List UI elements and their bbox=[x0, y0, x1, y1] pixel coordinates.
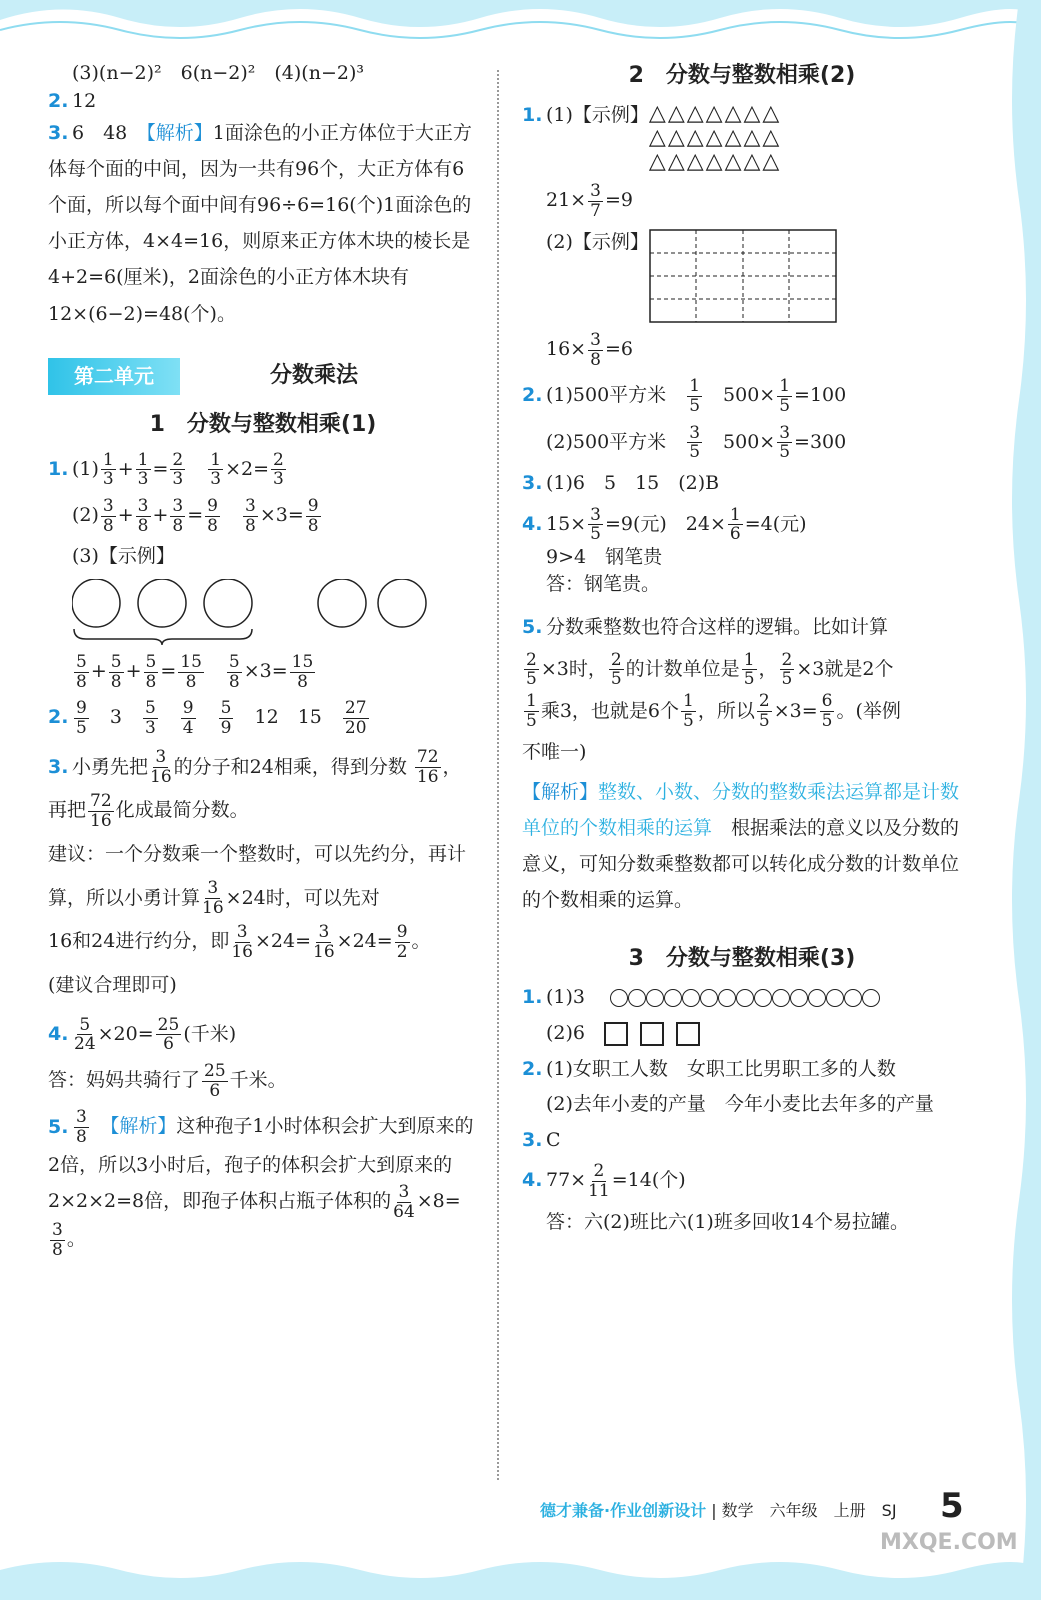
question-5: 5. $\frac{3}{8}$ 【解析】这种孢子1小时体积会扩大到原来的2倍，所以3小时后，孢子的体积会扩大到原来的2×2×2=8倍，即孢子体积占瓶子体积的 $\frac{3}{64}$ ×8= $\frac{3}{8}$ 。 bbox=[48, 1107, 474, 1260]
q4-answer: 答：钢笔贵。 bbox=[546, 573, 661, 596]
circles-figure bbox=[72, 579, 432, 645]
question-number: 3. bbox=[522, 1128, 543, 1151]
question-1: 1. (1)【示例】 △△△△△△△ △△△△△△△ △△△△△△△ bbox=[522, 100, 782, 175]
question-number: 4. bbox=[522, 512, 543, 535]
sec3-q4-answer: 答：六(2)班比六(1)班多回收14个易拉罐。 bbox=[546, 1210, 910, 1233]
question-1-2: (2)【示例】 bbox=[522, 229, 962, 323]
answer-text: 12 bbox=[72, 89, 97, 112]
column-divider bbox=[497, 70, 499, 1480]
question-number: 4. bbox=[522, 1169, 543, 1192]
question-number: 2. bbox=[48, 706, 69, 729]
question-number: 3. bbox=[48, 122, 69, 145]
unit-header bbox=[48, 358, 478, 395]
footer-brand: 德才兼备·作业创新设计 bbox=[540, 1501, 707, 1520]
question-number: 3. bbox=[522, 471, 543, 494]
question-3: 3. (1)6 5 15 (2)B bbox=[522, 470, 962, 498]
sec3-q3: 3. C bbox=[522, 1127, 962, 1155]
sec3-q4: 4. 77× $\frac{2}{11}$ =14(个) bbox=[522, 1161, 686, 1201]
question-4: 4. $\frac{5}{24}$ ×20= $\frac{25}{6}$ (千米) bbox=[48, 1014, 237, 1055]
section-title: 2 分数与整数相乘(2) bbox=[628, 63, 856, 88]
right-wave-border bbox=[1001, 0, 1041, 1600]
question-number: 1. bbox=[48, 457, 69, 480]
question-number: 5. bbox=[48, 1115, 69, 1138]
watermark: MXQE.COM bbox=[880, 1530, 1018, 1555]
question-1: 1. (1) $\frac{1}{3}$ + $\frac{1}{3}$ = $\frac{2}{3}$ $\frac{1}{3}$ ×2= $\frac{2}{3}$ bbox=[48, 449, 284, 490]
answer-head: 6 48 bbox=[72, 122, 128, 145]
section-title: 1 分数与整数相乘(1) bbox=[149, 411, 377, 437]
question-3: 3. 小勇先把 $\frac{3}{16}$ 的分子和24相乘，得到分数 $\frac{72}{16}$ ，再把 $\frac{72}{16}$ 化成最简分数。 建议：一个分数乘一个整数时，可以先约分，再计算，所以小勇计算 $\frac{3}{16}$ ×24时，可以先对 16和24进行约分，即 $\frac{3}{16}$ ×24= $\frac{3}{16}$ ×24= $\frac{9}{2}$ 。 (建议合理即可) bbox=[48, 747, 467, 997]
question-1-3-label: (3)【示例】 bbox=[72, 545, 175, 568]
question-1-2: (2) $\frac{3}{8}$ + $\frac{3}{8}$ + $\frac{3}{8}$ = $\frac{9}{8}$ $\frac{3}{8}$ ×3= $\frac{9}{8}$ bbox=[72, 495, 319, 536]
q4-line2: 9>4 钢笔贵 bbox=[546, 545, 663, 568]
question-5: 5. 分数乘整数也符合这样的逻辑。比如计算 $\frac{2}{5}$ ×3时， $\frac{2}{5}$ 的计数单位是 $\frac{1}{5}$ ， $\frac{2}{5}$ ×3就是2个 $\frac{1}{5}$ 乘3，也就是6个 $\frac{1}{5}$ ，所以 $\frac{2}{5}$ ×3= $\frac{6}{5}$ 。(举例 不唯一) bbox=[522, 607, 962, 774]
grid-figure bbox=[649, 229, 839, 323]
sec3-q2: 2. (1)女职工人数 女职工比男职工多的人数 bbox=[522, 1056, 962, 1084]
top-wave-border bbox=[0, 0, 1041, 48]
eq-1: 21× $\frac{3}{7}$ =9 bbox=[546, 181, 633, 222]
question-1-3: $\frac{5}{8}$ + $\frac{5}{8}$ + $\frac{5}{8}$ = $\frac{15}{8}$ $\frac{5}{8}$ ×3= $\frac{15}{8}$ bbox=[76, 651, 314, 692]
question-4: 4. 15× $\frac{3}{5}$ =9(元) 24× $\frac{1}{6}$ =4(元) bbox=[522, 504, 807, 545]
page-number: 5 bbox=[940, 1486, 964, 1526]
question-2: 2. $\frac{9}{5}$ 3 $\frac{5}{3}$ $\frac{9}{4}$ $\frac{5}{9}$ 12 15 $\frac{27}{20}$ bbox=[48, 698, 367, 738]
right-column bbox=[522, 60, 962, 1236]
page-footer bbox=[540, 1498, 897, 1521]
question-2-2: (2)500平方米 $\frac{3}{5}$ 500× $\frac{3}{5}$ =300 bbox=[546, 422, 847, 463]
sec3-q1-2: (2)6 bbox=[522, 1020, 962, 1048]
question-number: 2. bbox=[522, 1057, 543, 1080]
question-number: 2. bbox=[522, 384, 543, 407]
analysis-text: 1面涂色的小正方体位于大正方体每个面的中间，因为一共有96个，大正方体有6个面，所以每个面中间有96÷6=16(个)1面涂色的小正方体，4×4=16，则原来正方体木块的棱长是4+2=6(厘米)，2面涂色的小正方体木块有12×(6−2)=48(个)。 bbox=[48, 122, 472, 325]
circle-diagram bbox=[72, 579, 478, 645]
left-column bbox=[48, 60, 478, 1260]
unit-title: 分数乘法 bbox=[270, 363, 359, 389]
question-number: 1. bbox=[522, 986, 543, 1009]
analysis-tag: 【解析】 bbox=[146, 122, 213, 145]
sec3-q2-2: (2)去年小麦的产量 今年小麦比去年多的产量 bbox=[546, 1093, 934, 1116]
unit-badge: 第二单元 bbox=[48, 358, 180, 395]
question-number: 3. bbox=[48, 755, 69, 778]
question-number: 4. bbox=[48, 1022, 69, 1045]
footer-subject: | 数学 六年级 上册 SJ bbox=[711, 1501, 897, 1520]
question-2: 2. (1)500平方米 $\frac{1}{5}$ 500× $\frac{1}{5}$ =100 bbox=[522, 376, 847, 416]
answer-line: (3)(n−2)² 6(n−2)² (4)(n−2)³ bbox=[72, 62, 364, 84]
answer-4: 答：妈妈共骑行了 $\frac{25}{6}$ 千米。 bbox=[48, 1061, 287, 1101]
question-number: 1. bbox=[522, 103, 543, 126]
q5-analysis: 【解析】整数、小数、分数的整数乘法运算都是计数单位的个数相乘的运算 根据乘法的意义以及分数的意义，可知分数乘整数都可以转化成分数的计数单位的个数相乘的运算。 bbox=[522, 781, 960, 912]
section-title: 3 分数与整数相乘(3) bbox=[628, 945, 856, 971]
question-number: 2. bbox=[48, 89, 69, 112]
sec3-q1: 1. (1)3 bbox=[522, 984, 962, 1012]
eq-2: 16× $\frac{3}{8}$ =6 bbox=[546, 329, 633, 370]
question-number: 5. bbox=[522, 615, 543, 638]
triangle-figure: △△△△△△△ △△△△△△△ △△△△△△△ bbox=[648, 100, 782, 175]
